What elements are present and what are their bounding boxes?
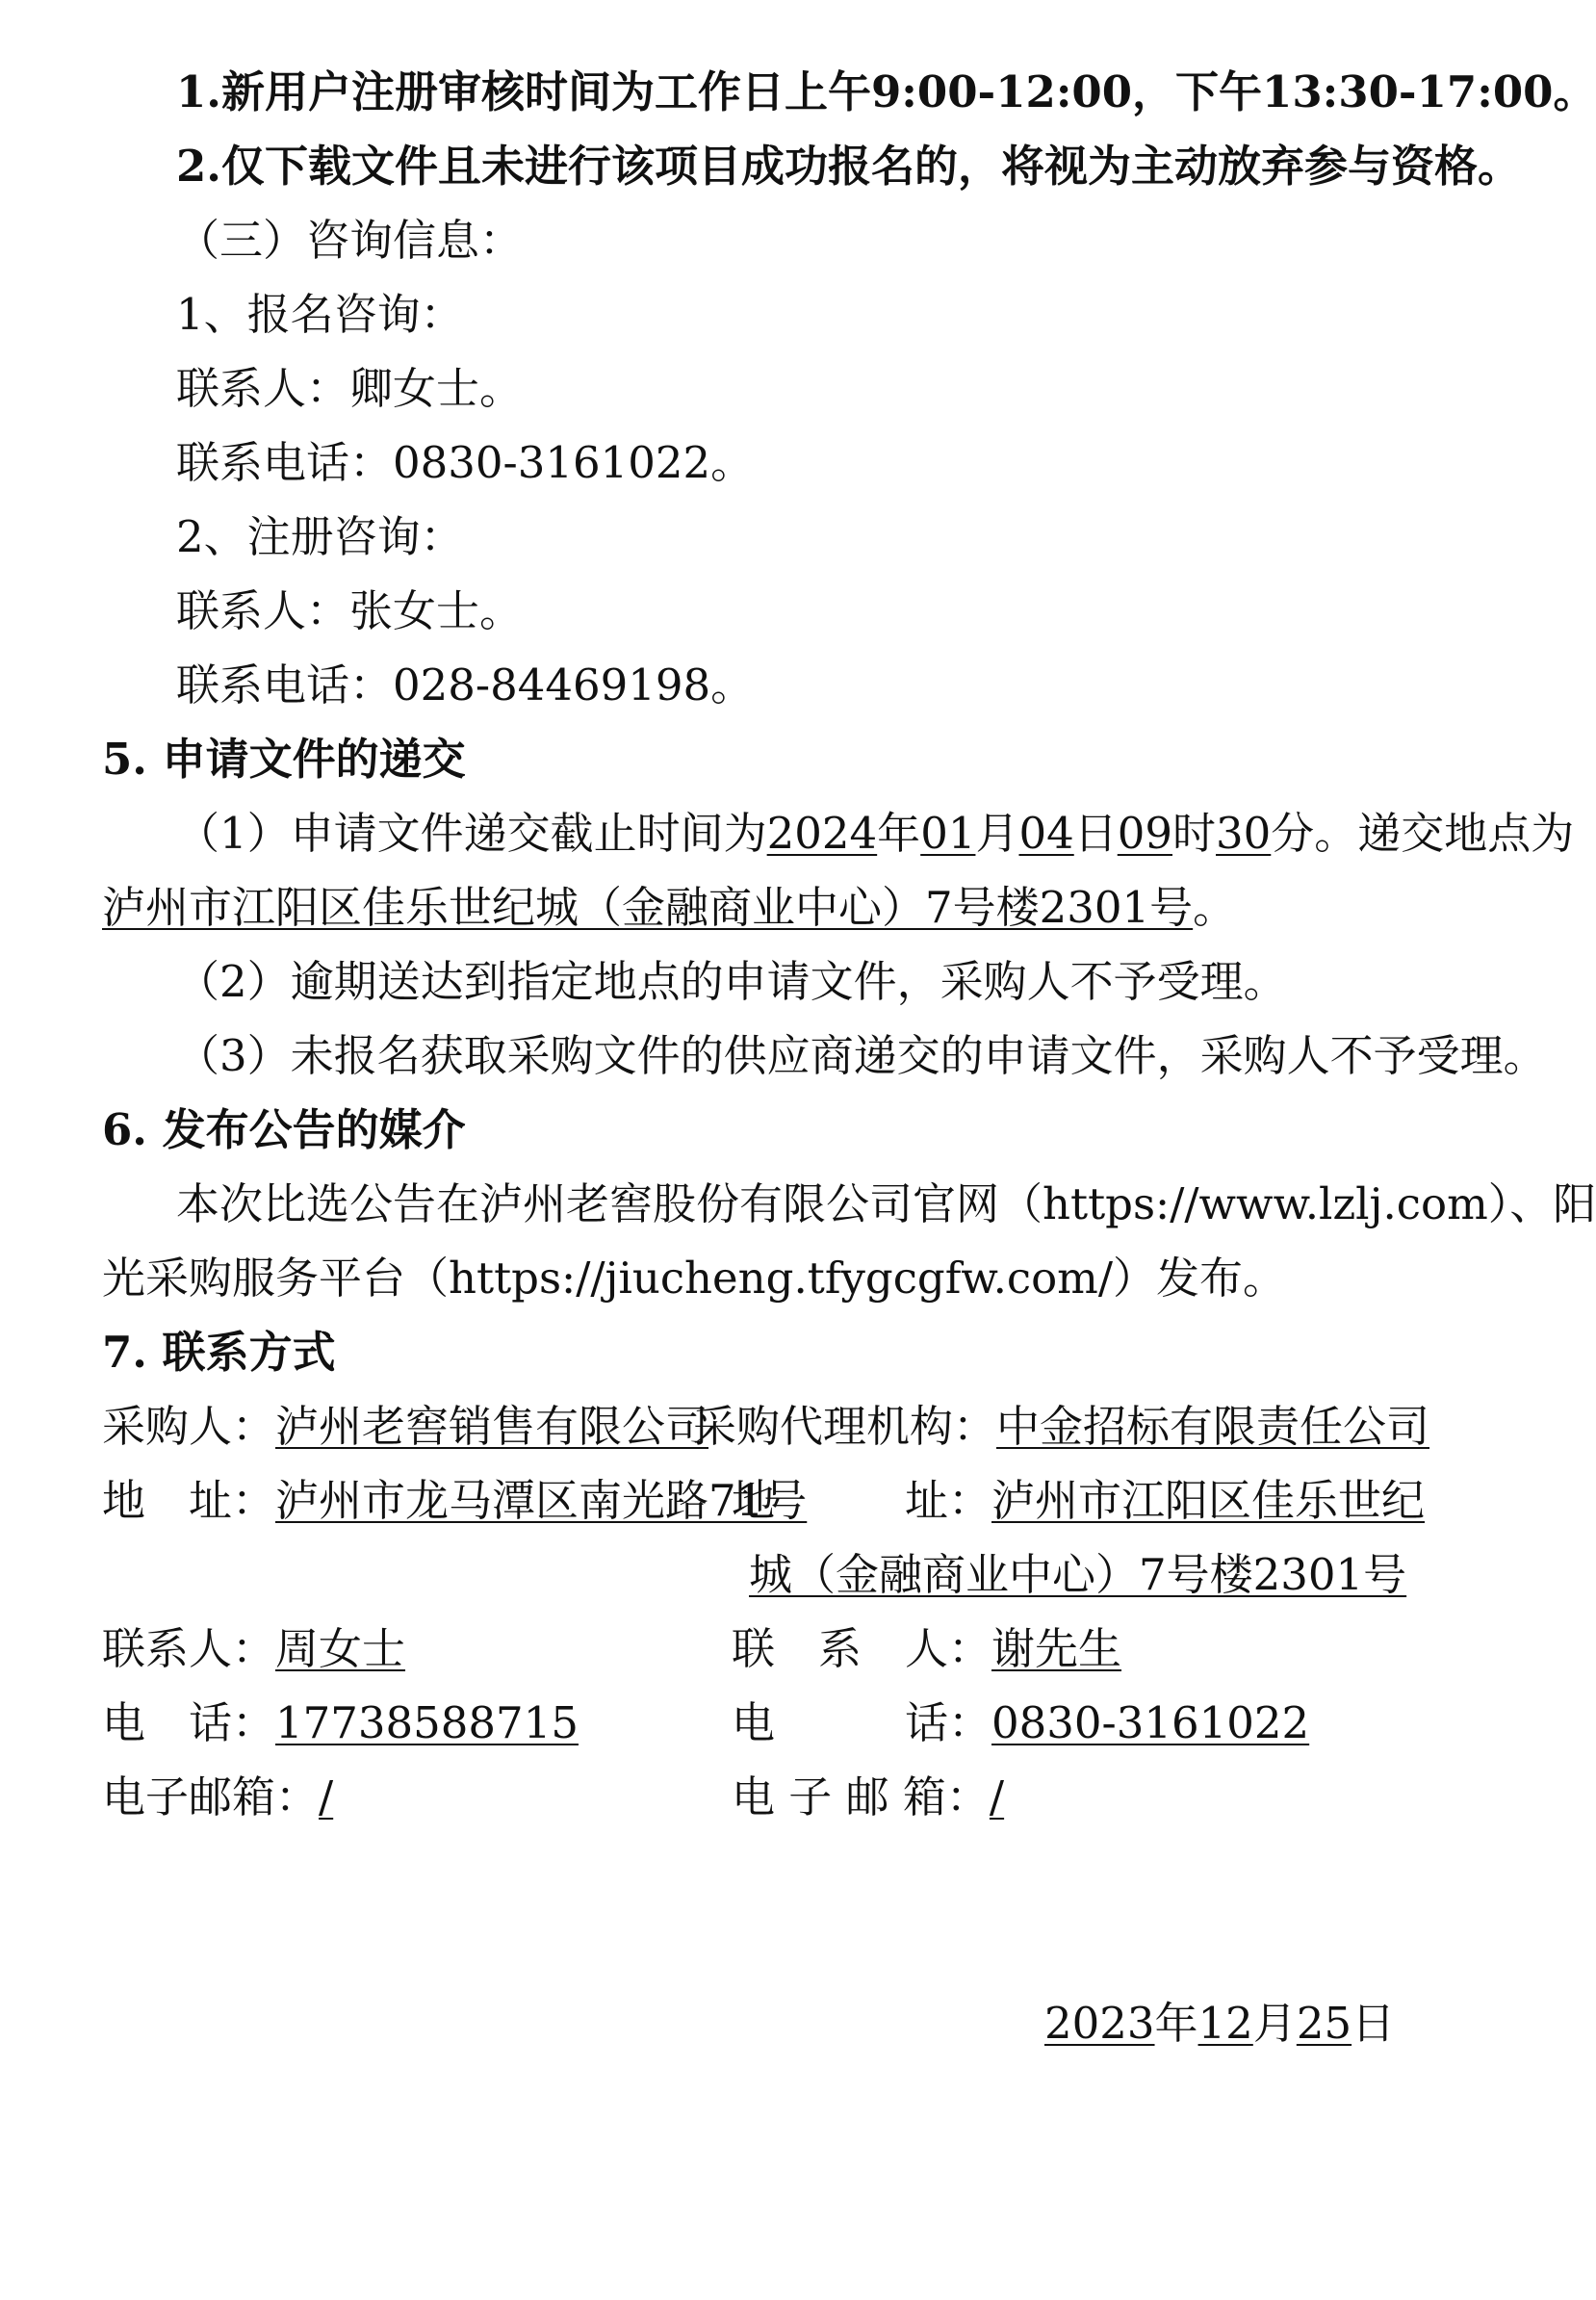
signup-consult-contact: 联系人：张女士。 [176,585,524,636]
agent-email-label: 电 子 邮 箱： [732,1771,990,1822]
agent-address-label: 地 址： [732,1475,992,1526]
agent-address-line-1: 泸州市江阳区佳乐世纪 [991,1475,1426,1526]
deadline-minute: 30 [1216,808,1272,859]
agent-name-label: 采购代理机构： [693,1401,997,1452]
deadline-day: 04 [1018,808,1074,859]
submission-address-line [102,879,1236,937]
buyer-name-row [102,1398,708,1456]
deadline-intro: （1）申请文件递交截止时间为 [176,808,767,859]
agent-contact: 谢先生 [991,1623,1122,1674]
submission-address: 泸州市江阳区佳乐世纪城（金融商业中心）7号楼2301号 [102,882,1194,933]
section6-title: 6. 发布公告的媒介 [102,1104,466,1155]
section7-title: 7. 联系方式 [102,1327,336,1378]
agent-contact-label: 联 系 人： [732,1623,992,1674]
reg-consult-phone: 联系电话：0830-3161022。 [176,437,755,488]
agent-email: / [989,1771,1005,1822]
media-line-1: 本次比选公告在泸州老窖股份有限公司官网（https://www.lzlj.com）、阳 [176,1178,1596,1229]
deadline-minute-unit: 分。递交地点为 [1271,808,1575,859]
note-registration-review-hours: 1.新用户注册审核时间为工作日上午9:00-12:00，下午13:30-17:00。 [176,66,1596,117]
buyer-name: 泸州老窖销售有限公司 [275,1401,709,1452]
agent-address-row [732,1472,1425,1530]
date-year-unit: 年 [1154,1998,1198,2049]
signup-consult-title: 2、注册咨询： [176,511,464,562]
agent-email-row [732,1769,1004,1826]
agent-contact-row [732,1620,1121,1678]
agent-name-row [693,1398,1429,1456]
agent-name: 中金招标有限责任公司 [996,1401,1430,1452]
buyer-contact-row [102,1620,405,1678]
buyer-contact: 周女士 [275,1623,406,1674]
deadline-month: 01 [920,808,976,859]
media-line-2: 光采购服务平台（https://jiucheng.tfygcgfw.com/）发布。 [102,1253,1287,1304]
date-year: 2023 [1044,1998,1155,2049]
deadline-day-unit: 日 [1073,808,1118,859]
submission-address-end: 。 [1193,882,1237,933]
signup-consult-phone: 联系电话：028-84469198。 [176,659,755,711]
agent-address-line-2: 城（金融商业中心）7号楼2301号 [749,1549,1407,1600]
deadline-month-unit: 月 [975,808,1019,859]
buyer-address-row [102,1472,807,1530]
buyer-email: / [319,1771,334,1822]
document-date [1044,1995,1395,2053]
agent-phone-row [732,1694,1309,1752]
unregistered-supplier-note: （3）未报名获取采购文件的供应商递交的申请文件，采购人不予受理。 [176,1030,1547,1081]
buyer-email-row [102,1769,333,1826]
consult-heading: （三）咨询信息： [176,215,524,266]
note-download-only-warning: 2.仅下载文件且未进行该项目成功报名的，将视为主动放弃参与资格。 [176,141,1521,192]
buyer-phone-label: 电 话： [102,1697,276,1748]
agent-phone: 0830-3161022 [991,1697,1310,1748]
date-month: 12 [1197,1998,1253,2049]
deadline-paragraph [176,805,1574,863]
buyer-name-label: 采购人： [102,1401,276,1452]
reg-consult-title: 1、报名咨询： [176,289,464,340]
buyer-phone-row [102,1694,579,1752]
date-day: 25 [1296,1998,1352,2049]
agent-phone-label: 电 话： [732,1697,992,1748]
buyer-phone: 17738588715 [275,1697,579,1748]
buyer-address: 泸州市龙马潭区南光路71号 [275,1475,808,1526]
buyer-email-label: 电子邮箱： [102,1771,320,1822]
date-day-unit: 日 [1351,1998,1396,2049]
buyer-address-label: 地 址： [102,1475,276,1526]
date-month-unit: 月 [1252,1998,1297,2049]
late-submission-note: （2）逾期送达到指定地点的申请文件，采购人不予受理。 [176,956,1287,1007]
deadline-year: 2024 [766,808,878,859]
deadline-year-unit: 年 [877,808,921,859]
deadline-hour-unit: 时 [1172,808,1217,859]
buyer-contact-label: 联系人： [102,1623,276,1674]
agent-address-row-2 [749,1546,1406,1604]
section5-title: 5. 申请文件的递交 [102,734,466,785]
deadline-hour: 09 [1117,808,1173,859]
reg-consult-contact: 联系人：卿女士。 [176,363,524,414]
